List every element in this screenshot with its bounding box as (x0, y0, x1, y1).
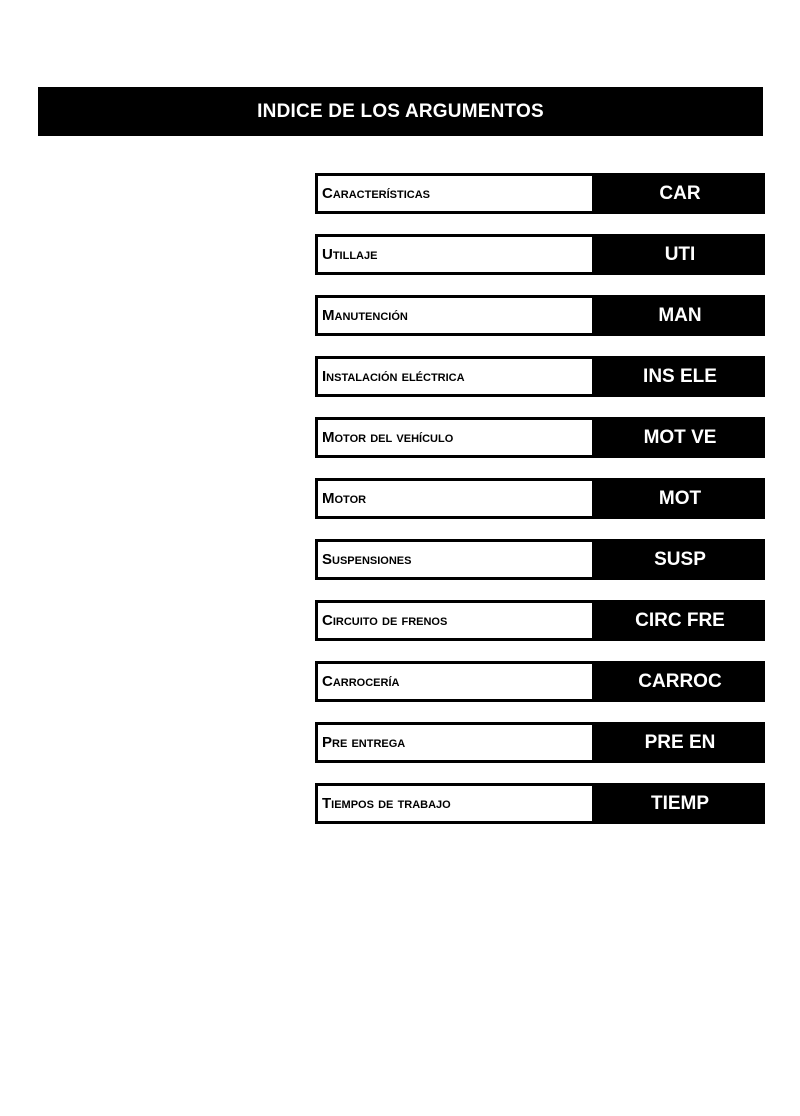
section-label: Pre entrega (322, 734, 406, 751)
section-code-box (595, 600, 765, 641)
section-code-box (595, 234, 765, 275)
section-label: Tiempos de trabajo (322, 795, 451, 812)
section-label: Carrocería (322, 673, 400, 690)
index-header-bar (38, 87, 763, 136)
section-code: CAR (659, 182, 701, 204)
section-label: Motor (322, 490, 367, 507)
section-code: UTI (664, 243, 696, 265)
page-title: INDICE DE LOS ARGUMENTOS (257, 100, 544, 122)
section-label: Instalación eléctrica (322, 368, 465, 385)
section-code: PRE EN (644, 731, 716, 753)
section-code-box (595, 356, 765, 397)
section-code: SUSP (654, 548, 706, 570)
section-label-box (315, 295, 595, 336)
section-label-box (315, 478, 595, 519)
section-label-box (315, 417, 595, 458)
section-code: MAN (658, 304, 702, 326)
index-row-motor-del-vehiculo[interactable] (315, 417, 765, 458)
index-row-tiempos-de-trabajo[interactable] (315, 783, 765, 824)
section-label-box (315, 783, 595, 824)
index-row-caracteristicas[interactable] (315, 173, 765, 214)
section-code-box (595, 478, 765, 519)
index-row-suspensiones[interactable] (315, 539, 765, 580)
index-row-carroceria[interactable] (315, 661, 765, 702)
section-label-box (315, 600, 595, 641)
section-label: Características (322, 185, 431, 202)
section-label-box (315, 356, 595, 397)
section-code-box (595, 722, 765, 763)
index-row-motor[interactable] (315, 478, 765, 519)
section-code: MOT (658, 487, 702, 509)
section-label: Circuito de frenos (322, 612, 448, 629)
index-row-pre-entrega[interactable] (315, 722, 765, 763)
section-code-box (595, 661, 765, 702)
index-row-instalacion-electrica[interactable] (315, 356, 765, 397)
section-label-box (315, 722, 595, 763)
section-label: Motor del vehículo (322, 429, 454, 446)
section-code: CIRC FRE (635, 609, 725, 631)
section-label-box (315, 234, 595, 275)
section-label-box (315, 539, 595, 580)
index-row-manutencion[interactable] (315, 295, 765, 336)
section-code: MOT VE (643, 426, 717, 448)
section-label-box (315, 661, 595, 702)
section-label: Utillaje (322, 246, 378, 263)
section-code-box (595, 295, 765, 336)
section-label: Suspensiones (322, 551, 412, 568)
section-label: Manutención (322, 307, 408, 324)
section-code-box (595, 417, 765, 458)
index-row-circuito-de-frenos[interactable] (315, 600, 765, 641)
section-code-box (595, 173, 765, 214)
section-code: INS ELE (643, 365, 717, 387)
section-code: CARROC (638, 670, 722, 692)
section-code-box (595, 539, 765, 580)
section-code-box (595, 783, 765, 824)
index-row-utillaje[interactable] (315, 234, 765, 275)
section-label-box (315, 173, 595, 214)
section-code: TIEMP (650, 792, 710, 814)
